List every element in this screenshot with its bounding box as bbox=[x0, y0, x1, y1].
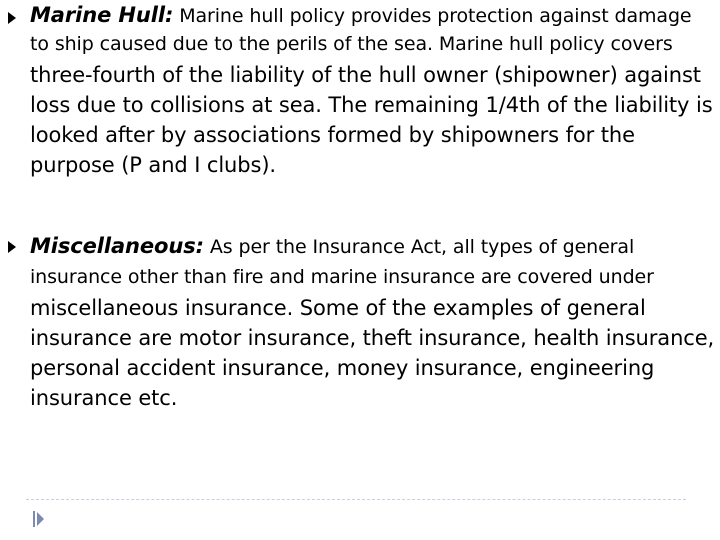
paragraph-line: Marine Hull: Marine hull policy provides protection against damage bbox=[30, 3, 692, 27]
term-miscellaneous: Miscellaneous: bbox=[30, 234, 204, 258]
paragraph-line: three-fourth of the liability of the hull owner (shipowner) against bbox=[30, 63, 701, 87]
bullet-arrow-icon bbox=[8, 241, 16, 253]
slide-navigation-icon[interactable] bbox=[33, 511, 45, 527]
paragraph-line: personal accident insurance, money insurance, engineering bbox=[30, 356, 655, 380]
paragraph-line: purpose (P and I clubs). bbox=[30, 153, 277, 177]
paragraph-line: looked after by associations formed by shipowners for the bbox=[30, 123, 635, 147]
paragraph-marine-hull bbox=[30, 4, 712, 180]
paragraph-line: to ship caused due to the perils of the sea. Marine hull policy covers bbox=[30, 33, 673, 55]
paragraph-line: insurance are motor insurance, theft insurance, health insurance, bbox=[30, 326, 715, 350]
paragraph-line: loss due to collisions at sea. The remaining 1/4th of the liability is bbox=[30, 93, 713, 117]
paragraph-miscellaneous bbox=[30, 232, 715, 413]
paragraph-line: insurance other than fire and marine insurance are covered under bbox=[30, 266, 654, 288]
footer-divider bbox=[26, 499, 686, 500]
paragraph-line: insurance etc. bbox=[30, 386, 178, 410]
term-marine-hull: Marine Hull: bbox=[30, 3, 174, 27]
paragraph-line: miscellaneous insurance. Some of the examples of general bbox=[30, 296, 646, 320]
bullet-arrow-icon bbox=[8, 12, 16, 24]
paragraph-line: Miscellaneous: As per the Insurance Act, all types of general bbox=[30, 234, 635, 258]
